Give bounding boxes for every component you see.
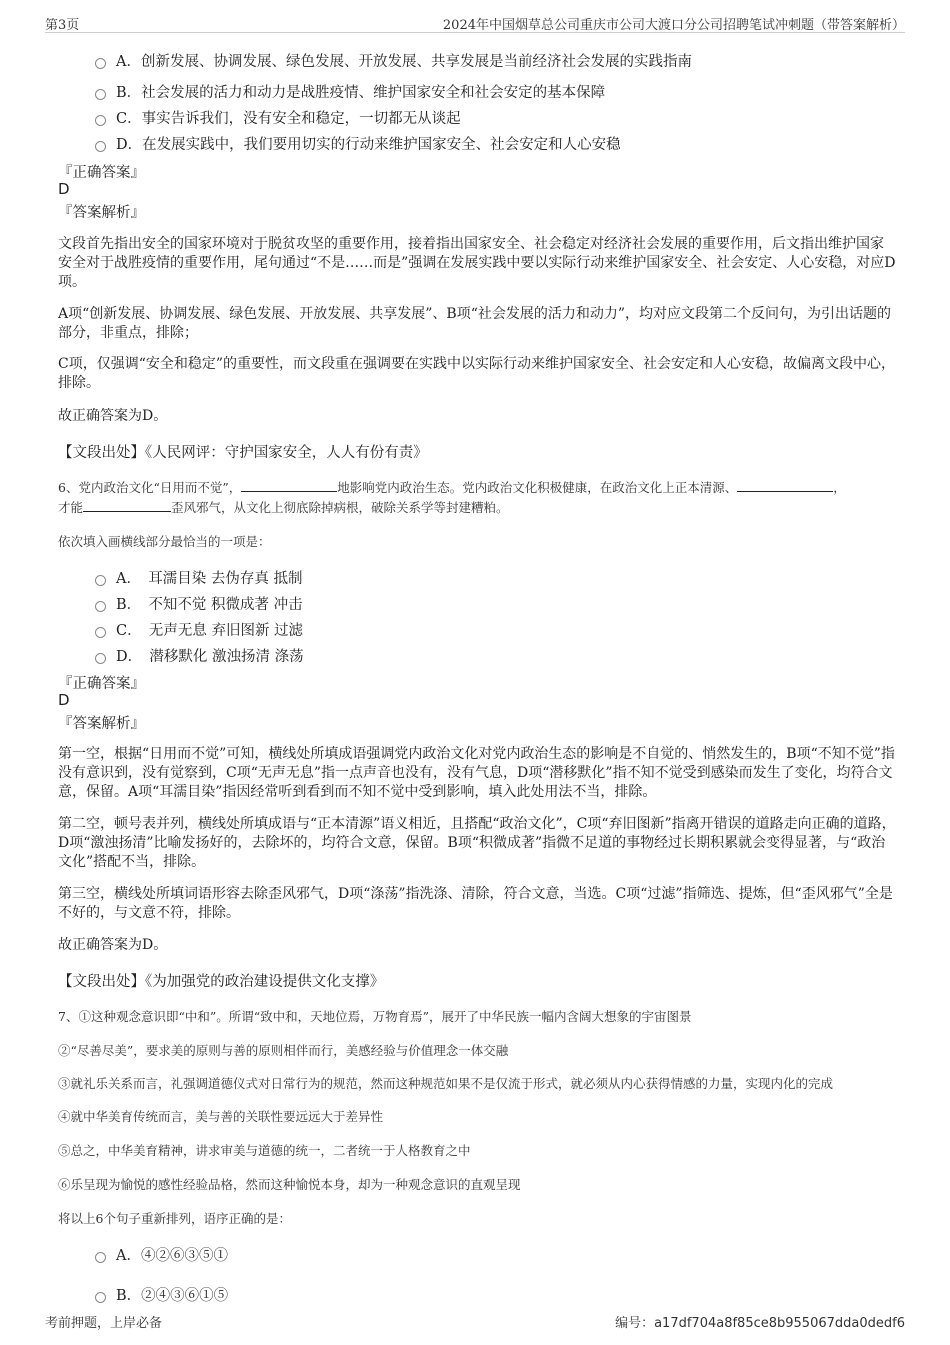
- q7-instruction: 将以上6个句子重新排列，语序正确的是：: [58, 1211, 291, 1226]
- radio-icon[interactable]: [95, 58, 106, 69]
- q5-option-b[interactable]: B．社会发展的活力和动力是战胜疫情、维护国家安全和社会安定的基本保障: [95, 81, 605, 102]
- q6-answer: D: [58, 691, 70, 709]
- radio-icon[interactable]: [95, 601, 106, 612]
- q5-answer-label: 『正确答案』: [58, 165, 145, 181]
- q6-analysis-p1: 第一空，根据“日用而不觉”可知，横线处所填成语强调党内政治文化对党内政治生态的影响是不自觉的、悄然发生的，B项“不知不觉”指没有意识到，没有觉察到，C项“无声无息”指一点声音也没有，没有气息，D项“潜移默化”指不知不觉受到感染而发生了变化，均符合文意，保留。A项“耳濡目染”指因经常听到看到而不知不觉中受到影响，填入此处用法不当，排除。: [58, 746, 895, 800]
- q6-analysis-label: 『答案解析』: [58, 716, 145, 732]
- q5-source: 【文段出处】《人民网评：守护国家安全，人人有份有责》: [58, 445, 428, 461]
- q6-analysis-p2: 第二空，顿号表并列，横线处所填成语与“正本清源”语义相近，且搭配“政治文化”，C项“弃旧图新”指离开错误的道路走向正确的道路，D项“激浊扬清”比喻发扬好的，去除坏的，均符合文意，保留。B项“积微成著”指微不足道的事物经过长期积累就会变得显著，与“政治文化”搭配不当，排除。: [58, 816, 896, 870]
- q6-option-d[interactable]: D． 潜移默化 激浊扬清 涤荡: [95, 645, 304, 666]
- footer-slogan: 考前押题，上岸必备: [45, 1316, 163, 1331]
- document-title: 2024年中国烟草总公司重庆市公司大渡口分公司招聘笔试冲刺题（带答案解析）: [442, 18, 905, 33]
- q6-analysis-p4: 故正确答案为D。: [58, 937, 168, 953]
- blank-2: [737, 479, 833, 492]
- q7-sentence-2: ②“尽善尽美”，要求美的原则与善的原则相伴而行，美感经验与价值理念一体交融: [58, 1043, 509, 1058]
- q7-option-b[interactable]: B．②④③⑥①⑤: [95, 1284, 228, 1305]
- q7-sentence-1: 7、①这种观念意识即“中和”。所谓“致中和，天地位焉，万物育焉”，展开了中华民族一幅内含阔大想象的宇宙图景: [58, 1009, 692, 1024]
- q6-stem: 6、党内政治文化“日用而不觉”， 地影响党内政治生态。党内政治文化积极健康，在政治文化上正本清源、 ， 才能 歪风邪气，从文化上彻底除掉病根，破除关系学等封建糟粕。: [58, 480, 846, 515]
- blank-1: [241, 479, 337, 492]
- radio-icon[interactable]: [95, 575, 106, 586]
- radio-icon[interactable]: [95, 1292, 106, 1303]
- q5-option-c[interactable]: C．事实告诉我们，没有安全和稳定，一切都无从谈起: [95, 107, 461, 128]
- q7-option-a[interactable]: A．④②⑥③⑤①: [95, 1244, 228, 1265]
- q5-analysis-p3: C项，仅强调“安全和稳定”的重要性，而文段重在强调要在实践中以实际行动来维护国家安全、社会安定和人心安稳，故偏离文段中心，排除。: [58, 356, 896, 391]
- radio-icon[interactable]: [95, 141, 106, 152]
- q6-option-a[interactable]: A． 耳濡目染 去伪存真 抵制: [95, 567, 302, 588]
- q6-answer-label: 『正确答案』: [58, 676, 145, 692]
- q7-sentence-6: ⑥乐呈现为愉悦的感性经验品格，然而这种愉悦本身，却为一种观念意识的直观呈现: [58, 1177, 521, 1192]
- q6-analysis-p3: 第三空，横线处所填词语形容去除歪风邪气，D项“涤荡”指洗涤、清除，符合文意，当选。C项“过滤”指筛选、提炼，但“歪风邪气”全是不好的，与文意不符，排除。: [58, 886, 893, 921]
- page-header: [45, 10, 905, 33]
- q5-analysis-p4: 故正确答案为D。: [58, 408, 168, 424]
- q6-option-c[interactable]: C． 无声无息 弃旧图新 过滤: [95, 619, 303, 640]
- q5-option-d[interactable]: D．在发展实践中，我们要用切实的行动来维护国家安全、社会安定和人心安稳: [95, 133, 621, 154]
- q6-source: 【文段出处】《为加强党的政治建设提供文化支撑》: [58, 974, 385, 990]
- q6-option-b[interactable]: B． 不知不觉 积微成著 冲击: [95, 593, 303, 614]
- q5-analysis-p1: 文段首先指出安全的国家环境对于脱贫攻坚的重要作用，接着指出国家安全、社会稳定对经济社会发展的重要作用，后文指出维护国家安全对于战胜疫情的重要作用，尾句通过“不是……而是”强调在发展实践中要以实际行动来维护国家安全、社会安定、人心安稳，对应D项。: [58, 236, 896, 290]
- q5-answer: D: [58, 180, 70, 198]
- radio-icon[interactable]: [95, 653, 106, 664]
- q6-instruction: 依次填入画横线部分最恰当的一项是：: [58, 534, 271, 549]
- q5-analysis-p2: A项“创新发展、协调发展、绿色发展、开放发展、共享发展”、B项“社会发展的活力和动力”，均对应文段第二个反问句，为引出话题的部分，非重点，排除；: [58, 306, 892, 341]
- q5-analysis-label: 『答案解析』: [58, 205, 145, 221]
- radio-icon[interactable]: [95, 1252, 106, 1263]
- radio-icon[interactable]: [95, 115, 106, 126]
- q5-option-a[interactable]: A．创新发展、协调发展、绿色发展、开放发展、共享发展是当前经济社会发展的实践指南: [95, 50, 692, 71]
- radio-icon[interactable]: [95, 627, 106, 638]
- q7-sentence-4: ④就中华美育传统而言，美与善的关联性要远远大于差异性: [58, 1109, 384, 1124]
- radio-icon[interactable]: [95, 89, 106, 100]
- q7-sentence-5: ⑤总之，中华美育精神，讲求审美与道德的统一，二者统一于人格教育之中: [58, 1143, 471, 1158]
- footer-id: 编号：a17df704a8f85ce8b955067dda0dedf6: [615, 1316, 905, 1331]
- blank-3: [83, 499, 171, 512]
- q7-sentence-3: ③就礼乐关系而言，礼强调道德仪式对日常行为的规范，然而这种规范如果不是仅流于形式，就必须从内心获得情感的力量，实现内化的完成: [58, 1076, 834, 1091]
- page-number: 第3页: [45, 18, 80, 33]
